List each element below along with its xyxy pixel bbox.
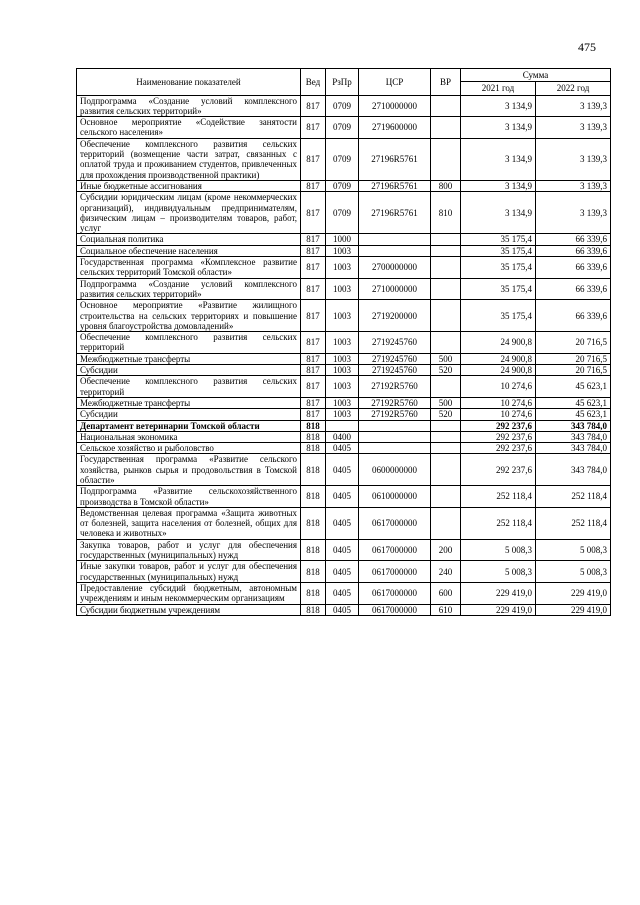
cell-rzpr: 0709 xyxy=(326,192,359,234)
cell-sum-2022: 20 716,5 xyxy=(536,332,611,354)
header-year-2022: 2022 год xyxy=(536,82,611,95)
table-row xyxy=(77,420,611,431)
cell-name: Субсидии xyxy=(77,409,301,420)
cell-rzpr: 0709 xyxy=(326,95,359,117)
cell-vr: 200 xyxy=(431,539,461,561)
cell-rzpr: 1003 xyxy=(326,376,359,398)
header-year-2021: 2021 год xyxy=(461,82,536,95)
cell-vr xyxy=(431,300,461,332)
cell-name: Обеспечение комплексного развития сельских территорий xyxy=(77,376,301,398)
cell-sum-2022: 20 716,5 xyxy=(536,353,611,364)
cell-name: Департамент ветеринарии Томской области xyxy=(77,420,301,431)
table-row xyxy=(77,353,611,364)
cell-ved: 817 xyxy=(301,234,326,245)
cell-vr xyxy=(431,257,461,279)
cell-ved: 817 xyxy=(301,180,326,191)
cell-sum-2021: 252 118,4 xyxy=(461,486,536,508)
cell-csr: 2700000000 xyxy=(359,257,431,279)
cell-sum-2022: 229 419,0 xyxy=(536,582,611,604)
cell-sum-2022: 45 623,1 xyxy=(536,409,611,420)
cell-sum-2021: 292 237,6 xyxy=(461,431,536,442)
cell-vr: 810 xyxy=(431,192,461,234)
cell-name: Основное мероприятие «Развитие жилищного строительства на сельских территориях и повышение уровня благоустройства домовладений» xyxy=(77,300,301,332)
cell-vr xyxy=(431,420,461,431)
table-header xyxy=(77,69,611,96)
cell-rzpr: 0405 xyxy=(326,561,359,583)
cell-name: Иные бюджетные ассигнования xyxy=(77,180,301,191)
cell-csr: 0617000000 xyxy=(359,507,431,539)
cell-ved: 818 xyxy=(301,486,326,508)
cell-sum-2022: 5 008,3 xyxy=(536,561,611,583)
cell-sum-2021: 10 274,6 xyxy=(461,409,536,420)
cell-sum-2021: 292 237,6 xyxy=(461,454,536,486)
cell-csr: 2719600000 xyxy=(359,117,431,139)
cell-rzpr: 1000 xyxy=(326,234,359,245)
cell-rzpr: 1003 xyxy=(326,353,359,364)
cell-ved: 817 xyxy=(301,397,326,408)
cell-rzpr: 0405 xyxy=(326,604,359,615)
cell-sum-2021: 5 008,3 xyxy=(461,539,536,561)
table-row xyxy=(77,117,611,139)
cell-vr xyxy=(431,117,461,139)
cell-sum-2021: 3 134,9 xyxy=(461,192,536,234)
cell-csr: 27196R5761 xyxy=(359,192,431,234)
cell-ved: 817 xyxy=(301,409,326,420)
cell-rzpr: 0405 xyxy=(326,507,359,539)
cell-name: Социальная политика xyxy=(77,234,301,245)
cell-name: Субсидии бюджетным учреждениям xyxy=(77,604,301,615)
cell-vr: 800 xyxy=(431,180,461,191)
cell-name: Субсидии юридическим лицам (кроме некоммерческих организаций), индивидуальным предпринимателям, физическим лицам – производителям товаров, работ, услуг xyxy=(77,192,301,234)
cell-ved: 817 xyxy=(301,278,326,300)
cell-csr: 0600000000 xyxy=(359,454,431,486)
cell-csr: 2719245760 xyxy=(359,332,431,354)
cell-sum-2021: 35 175,4 xyxy=(461,257,536,279)
cell-vr: 610 xyxy=(431,604,461,615)
cell-sum-2022: 66 339,6 xyxy=(536,234,611,245)
cell-sum-2021: 3 134,9 xyxy=(461,138,536,180)
cell-csr: 2710000000 xyxy=(359,95,431,117)
cell-name: Подпрограмма «Развитие сельскохозяйственного производства в Томской области» xyxy=(77,486,301,508)
cell-ved: 817 xyxy=(301,95,326,117)
table-row xyxy=(77,539,611,561)
cell-vr xyxy=(431,95,461,117)
cell-sum-2021: 35 175,4 xyxy=(461,278,536,300)
cell-ved: 818 xyxy=(301,507,326,539)
cell-name: Социальное обеспечение населения xyxy=(77,245,301,256)
cell-sum-2021: 24 900,8 xyxy=(461,365,536,376)
cell-rzpr: 0400 xyxy=(326,431,359,442)
cell-rzpr: 1003 xyxy=(326,365,359,376)
table-row xyxy=(77,192,611,234)
cell-name: Субсидии xyxy=(77,365,301,376)
cell-sum-2022: 3 139,3 xyxy=(536,138,611,180)
cell-rzpr: 0709 xyxy=(326,117,359,139)
cell-vr: 500 xyxy=(431,397,461,408)
cell-sum-2021: 292 237,6 xyxy=(461,443,536,454)
table-row xyxy=(77,454,611,486)
cell-csr: 0610000000 xyxy=(359,486,431,508)
cell-sum-2022: 3 139,3 xyxy=(536,117,611,139)
cell-ved: 818 xyxy=(301,420,326,431)
cell-ved: 817 xyxy=(301,365,326,376)
cell-ved: 817 xyxy=(301,300,326,332)
cell-csr xyxy=(359,420,431,431)
cell-name: Обеспечение комплексного развития сельских территорий (возмещение части затрат, связанных с оплатой труда и проживанием студентов, привлеченных для прохождения производственной практики) xyxy=(77,138,301,180)
cell-csr: 27192R5760 xyxy=(359,397,431,408)
table-row xyxy=(77,95,611,117)
table-row xyxy=(77,332,611,354)
table-row xyxy=(77,582,611,604)
cell-rzpr: 1003 xyxy=(326,257,359,279)
cell-ved: 818 xyxy=(301,431,326,442)
cell-vr: 500 xyxy=(431,353,461,364)
cell-csr: 27192R5760 xyxy=(359,376,431,398)
cell-rzpr: 0709 xyxy=(326,138,359,180)
cell-ved: 818 xyxy=(301,454,326,486)
table-row xyxy=(77,180,611,191)
cell-sum-2022: 66 339,6 xyxy=(536,278,611,300)
cell-rzpr: 1003 xyxy=(326,245,359,256)
header-name: Наименование показателей xyxy=(77,69,301,96)
cell-csr: 2710000000 xyxy=(359,278,431,300)
table-row xyxy=(77,397,611,408)
cell-rzpr: 1003 xyxy=(326,409,359,420)
table-row xyxy=(77,561,611,583)
cell-sum-2021: 35 175,4 xyxy=(461,234,536,245)
cell-sum-2022: 343 784,0 xyxy=(536,431,611,442)
cell-sum-2021: 3 134,9 xyxy=(461,95,536,117)
cell-sum-2021: 252 118,4 xyxy=(461,507,536,539)
cell-ved: 817 xyxy=(301,192,326,234)
cell-sum-2021: 229 419,0 xyxy=(461,582,536,604)
cell-csr: 27192R5760 xyxy=(359,409,431,420)
cell-csr xyxy=(359,234,431,245)
cell-rzpr: 0405 xyxy=(326,486,359,508)
table-row xyxy=(77,431,611,442)
table-row xyxy=(77,443,611,454)
cell-csr: 2719245760 xyxy=(359,365,431,376)
cell-name: Предоставление субсидий бюджетным, автономным учреждениям и иным некоммерческим организациям xyxy=(77,582,301,604)
cell-sum-2021: 3 134,9 xyxy=(461,117,536,139)
cell-csr: 2719200000 xyxy=(359,300,431,332)
cell-csr: 0617000000 xyxy=(359,539,431,561)
cell-csr: 27196R5761 xyxy=(359,180,431,191)
cell-sum-2021: 10 274,6 xyxy=(461,376,536,398)
cell-name: Государственная программа «Развитие сельского хозяйства, рынков сырья и продовольствия в Томской области» xyxy=(77,454,301,486)
table-row xyxy=(77,507,611,539)
cell-ved: 818 xyxy=(301,604,326,615)
table-row xyxy=(77,300,611,332)
cell-rzpr: 0405 xyxy=(326,582,359,604)
cell-name: Основное мероприятие «Содействие занятости сельского населения» xyxy=(77,117,301,139)
cell-csr: 2719245760 xyxy=(359,353,431,364)
cell-rzpr: 1003 xyxy=(326,278,359,300)
table-row xyxy=(77,257,611,279)
table-row xyxy=(77,138,611,180)
cell-vr xyxy=(431,507,461,539)
cell-sum-2022: 3 139,3 xyxy=(536,192,611,234)
cell-name: Межбюджетные трансферты xyxy=(77,397,301,408)
header-rzpr: РзПр xyxy=(326,69,359,96)
cell-sum-2021: 35 175,4 xyxy=(461,245,536,256)
cell-vr xyxy=(431,138,461,180)
cell-ved: 818 xyxy=(301,561,326,583)
cell-rzpr: 1003 xyxy=(326,300,359,332)
cell-sum-2022: 229 419,0 xyxy=(536,604,611,615)
cell-name: Межбюджетные трансферты xyxy=(77,353,301,364)
cell-sum-2022: 3 139,3 xyxy=(536,95,611,117)
cell-sum-2021: 24 900,8 xyxy=(461,332,536,354)
cell-vr xyxy=(431,234,461,245)
cell-vr xyxy=(431,486,461,508)
cell-sum-2021: 3 134,9 xyxy=(461,180,536,191)
cell-vr: 520 xyxy=(431,365,461,376)
cell-rzpr: 1003 xyxy=(326,397,359,408)
cell-sum-2022: 20 716,5 xyxy=(536,365,611,376)
header-ved: Вед xyxy=(301,69,326,96)
cell-name: Подпрограмма «Создание условий комплексного развития сельских территорий» xyxy=(77,278,301,300)
budget-table xyxy=(76,68,611,616)
cell-ved: 818 xyxy=(301,582,326,604)
cell-vr xyxy=(431,431,461,442)
table-body xyxy=(77,95,611,615)
cell-rzpr: 1003 xyxy=(326,332,359,354)
cell-name: Национальная экономика xyxy=(77,431,301,442)
header-vr: ВР xyxy=(431,69,461,96)
cell-vr: 600 xyxy=(431,582,461,604)
cell-rzpr xyxy=(326,420,359,431)
table-row xyxy=(77,409,611,420)
table-row xyxy=(77,486,611,508)
cell-sum-2021: 292 237,6 xyxy=(461,420,536,431)
cell-csr: 0617000000 xyxy=(359,582,431,604)
cell-vr xyxy=(431,454,461,486)
cell-name: Подпрограмма «Создание условий комплексного развития сельских территорий» xyxy=(77,95,301,117)
table-row xyxy=(77,245,611,256)
cell-ved: 818 xyxy=(301,539,326,561)
cell-ved: 817 xyxy=(301,332,326,354)
cell-csr xyxy=(359,245,431,256)
cell-sum-2022: 252 118,4 xyxy=(536,507,611,539)
cell-name: Государственная программа «Комплексное развитие сельских территорий Томской области» xyxy=(77,257,301,279)
cell-sum-2022: 66 339,6 xyxy=(536,257,611,279)
cell-ved: 817 xyxy=(301,376,326,398)
cell-sum-2021: 10 274,6 xyxy=(461,397,536,408)
cell-sum-2022: 5 008,3 xyxy=(536,539,611,561)
cell-vr xyxy=(431,376,461,398)
cell-ved: 817 xyxy=(301,138,326,180)
cell-sum-2022: 252 118,4 xyxy=(536,486,611,508)
cell-name: Сельское хозяйство и рыболовство xyxy=(77,443,301,454)
page-number: 475 xyxy=(578,40,596,54)
table-row xyxy=(77,604,611,615)
cell-name: Обеспечение комплексного развития сельских территорий xyxy=(77,332,301,354)
cell-ved: 817 xyxy=(301,117,326,139)
cell-name: Ведомственная целевая программа «Защита животных от болезней, защита населения от болезней, общих для человека и животных» xyxy=(77,507,301,539)
cell-vr xyxy=(431,245,461,256)
cell-ved: 817 xyxy=(301,245,326,256)
cell-sum-2022: 343 784,0 xyxy=(536,443,611,454)
cell-rzpr: 0709 xyxy=(326,180,359,191)
cell-vr: 520 xyxy=(431,409,461,420)
header-csr: ЦСР xyxy=(359,69,431,96)
cell-sum-2022: 343 784,0 xyxy=(536,454,611,486)
cell-vr xyxy=(431,332,461,354)
table-row xyxy=(77,234,611,245)
cell-sum-2022: 3 139,3 xyxy=(536,180,611,191)
cell-sum-2021: 35 175,4 xyxy=(461,300,536,332)
table-row xyxy=(77,376,611,398)
cell-ved: 817 xyxy=(301,257,326,279)
cell-sum-2022: 66 339,6 xyxy=(536,300,611,332)
table-row xyxy=(77,278,611,300)
cell-sum-2021: 24 900,8 xyxy=(461,353,536,364)
cell-csr: 0617000000 xyxy=(359,561,431,583)
cell-csr: 27196R5761 xyxy=(359,138,431,180)
cell-sum-2022: 343 784,0 xyxy=(536,420,611,431)
table-row xyxy=(77,365,611,376)
cell-sum-2022: 45 623,1 xyxy=(536,376,611,398)
cell-csr xyxy=(359,443,431,454)
cell-sum-2022: 66 339,6 xyxy=(536,245,611,256)
cell-rzpr: 0405 xyxy=(326,539,359,561)
header-sum: Сумма xyxy=(461,69,611,82)
cell-rzpr: 0405 xyxy=(326,454,359,486)
cell-ved: 818 xyxy=(301,443,326,454)
cell-csr: 0617000000 xyxy=(359,604,431,615)
cell-vr xyxy=(431,278,461,300)
cell-name: Закупка товаров, работ и услуг для обеспечения государственных (муниципальных) нужд xyxy=(77,539,301,561)
cell-rzpr: 0405 xyxy=(326,443,359,454)
cell-sum-2021: 229 419,0 xyxy=(461,604,536,615)
cell-vr: 240 xyxy=(431,561,461,583)
cell-sum-2021: 5 008,3 xyxy=(461,561,536,583)
cell-vr xyxy=(431,443,461,454)
cell-ved: 817 xyxy=(301,353,326,364)
cell-csr xyxy=(359,431,431,442)
cell-sum-2022: 45 623,1 xyxy=(536,397,611,408)
cell-name: Иные закупки товаров, работ и услуг для обеспечения государственных (муниципальных) нужд xyxy=(77,561,301,583)
